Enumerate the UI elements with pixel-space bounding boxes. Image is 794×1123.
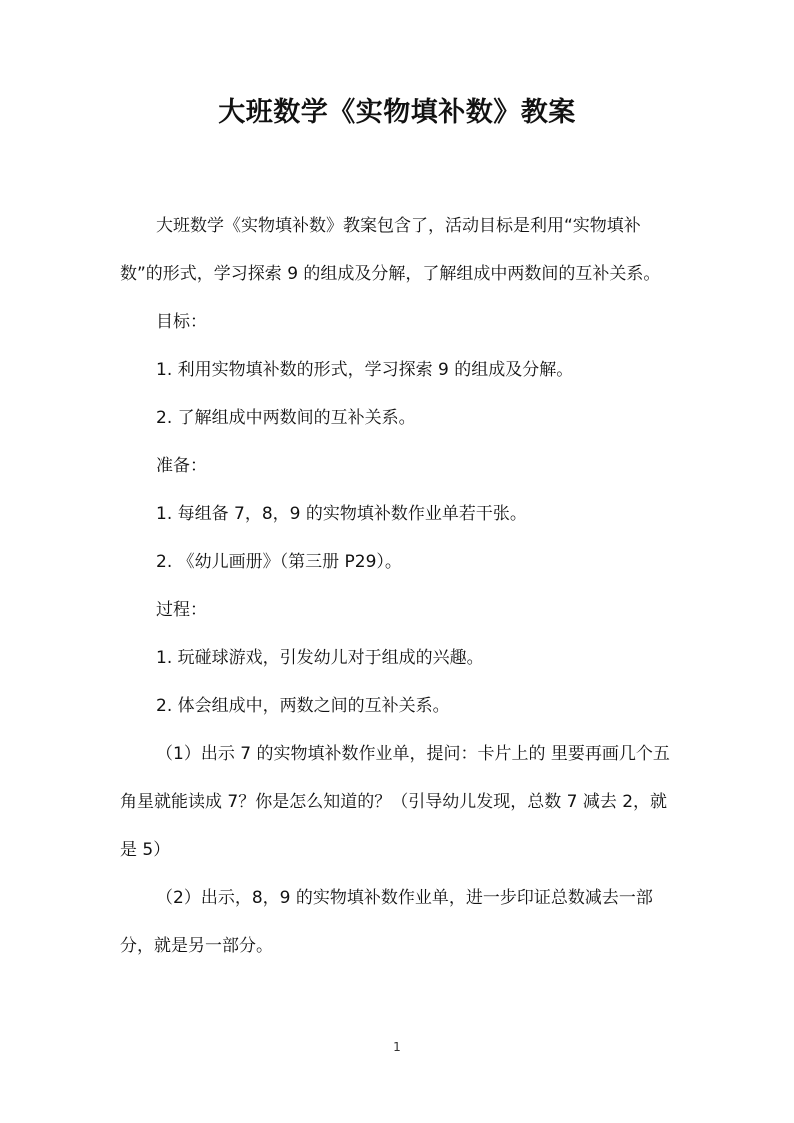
process-item-2: 2. 体会组成中，两数之间的互补关系。 (156, 696, 450, 716)
process-detail-1: （1）出示 7 的实物填补数作业单，提问：卡片上的 里要再画几个五角星就能读成 7？你是怎么知道的？（引导幼儿发现，总数 7 减去 2，就是 5） (120, 744, 670, 860)
page-number: 1 (393, 1040, 401, 1054)
prep-item-2: 2. 《幼儿画册》（第三册 P29）。 (156, 552, 402, 572)
goal-item-2: 2. 了解组成中两数间的互补关系。 (156, 408, 416, 428)
goal-item-1: 1. 利用实物填补数的形式，学习探索 9 的组成及分解。 (156, 360, 574, 380)
document-body (120, 202, 675, 970)
process-detail-2: （2）出示，8，9 的实物填补数作业单，进一步印证总数减去一部分，就是另一部分。 (120, 888, 653, 956)
prep-item-1: 1. 每组备 7，8，9 的实物填补数作业单若干张。 (156, 504, 527, 524)
process-heading: 过程： (156, 600, 207, 620)
prep-heading: 准备： (156, 456, 207, 476)
intro-paragraph: 大班数学《实物填补数》教案包含了，活动目标是利用“实物填补数”的形式，学习探索 9 的组成及分解，了解组成中两数间的互补关系。 (120, 216, 661, 284)
goals-heading: 目标： (156, 312, 207, 332)
process-item-1: 1. 玩碰球游戏，引发幼儿对于组成的兴趣。 (156, 648, 484, 668)
document-title: 大班数学《实物填补数》教案 (218, 97, 576, 128)
